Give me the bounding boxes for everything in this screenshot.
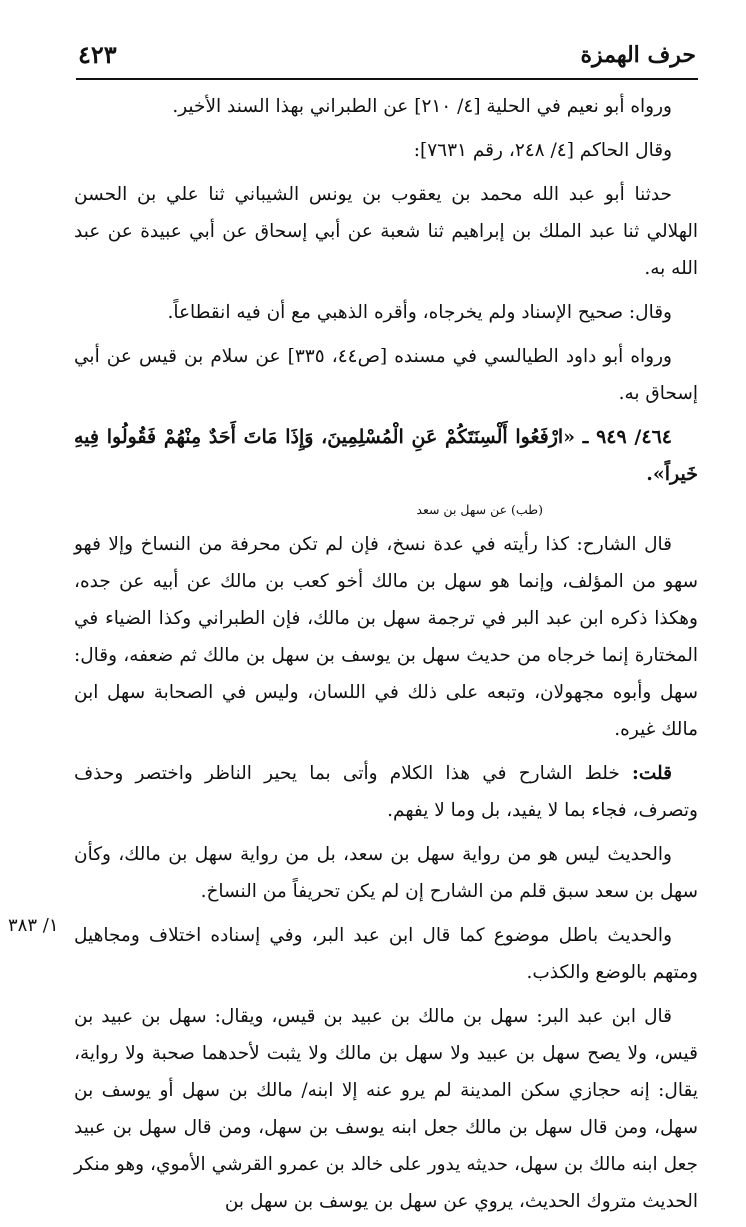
page-body	[74, 88, 698, 1227]
paragraph: والحديث ليس هو من رواية سهل بن سعد، بل من رواية سهل بن مالك، وكأن سهل بن سعد سبق قلم من الشارح إن لم يكن تحريفاً من النساخ.	[74, 844, 698, 902]
paragraph: ورواه أبو داود الطيالسي في مسنده [ص٤٤، ٣٣٥] عن سلام بن قيس عن أبي إسحاق به.	[74, 346, 698, 404]
paragraph: حدثنا أبو عبد الله محمد بن يعقوب بن يونس الشيباني ثنا علي بن الحسن الهلالي ثنا عبد الملك بن إبراهيم ثنا شعبة عن أبي إسحاق عن أبي عبيدة عن عبد الله به.	[74, 184, 698, 279]
paragraph: وقال الحاكم [٤/ ٢٤٨، رقم ٧٦٣١]:	[413, 140, 672, 161]
page-number: ٤٢٣	[78, 40, 117, 69]
paragraph: والحديث باطل موضوع كما قال ابن عبد البر، وفي إسناده اختلاف ومجاهيل ومتهم بالوضع والكذب.	[74, 925, 698, 983]
qult-paragraph	[74, 755, 698, 829]
commentary-paragraph: قال الشارح: كذا رأيته في عدة نسخ، فإن لم تكن محرفة من النساخ وإلا فهو سهو من المؤلف، وإنما هو سهل بن مالك أخو كعب بن مالك عن أبيه عن جده، وهكذا ذكره ابن عبد البر في ترجمة سهل بن مالك، فإن الطبراني وكذا الضياء في المختارة إنما خرجاه من حديث سهل بن يوسف بن سهل بن مالك ثم ضعفه، وقال: سهل وأبوه مجهولان، وتبعه على ذلك في اللسان، وليس في الصحابة سهل ابن مالك غيره.	[74, 534, 698, 740]
hadith-text: ٤٦٤/ ٩٤٩ ـ «ارْفَعُوا أَلْسِنَتَكُمْ عَنِ الْمُسْلِمِينَ، وَإِذَا مَاتَ أَحَدٌ مِنْهُمْ فَقُولُوا فِيهِ خَيراً».	[74, 426, 698, 485]
margin-reference: ١/ ٣٨٣	[8, 915, 59, 936]
paragraph: ورواه أبو نعيم في الحلية [٤/ ٢١٠] عن الطبراني بهذا السند الأخير.	[172, 96, 672, 117]
chapter-title: حرف الهمزة	[580, 42, 696, 68]
header-divider	[76, 78, 698, 80]
paragraph: وقال: صحيح الإسناد ولم يخرجاه، وأقره الذهبي مع أن فيه انقطاعاً.	[167, 302, 672, 323]
hadith-source: (طب) عن سهل بن سعد	[416, 502, 543, 517]
page-header	[78, 36, 696, 76]
qult-text: خلط الشارح في هذا الكلام وأتى بما يحير الناظر واختصر وحذف وتصرف، فجاء بما لا يفيد، بل وما لا يفهم.	[74, 763, 698, 821]
qult-label: قلت:	[632, 763, 672, 784]
paragraph: قال ابن عبد البر: سهل بن مالك بن عبيد بن قيس، ويقال: سهل بن عبيد بن قيس، ولا يصح سهل بن عبيد ولا سهل بن مالك ولا يثبت لأحدهما صحبة ولا رواية، يقال: إنه حجازي سكن المدينة لم يرو عنه إلا ابنه/ مالك بن سهل أو يوسف بن سهل، ومن قال سهل بن مالك جعل ابنه يوسف بن سهل، ومن قال سهل بن عبيد جعل ابنه مالك بن سهل، حديثه يدور على خالد بن عمرو القرشي الأموي، وهو منكر الحديث متروك الحديث، يروي عن سهل بن يوسف بن سهل بن	[74, 1006, 698, 1212]
